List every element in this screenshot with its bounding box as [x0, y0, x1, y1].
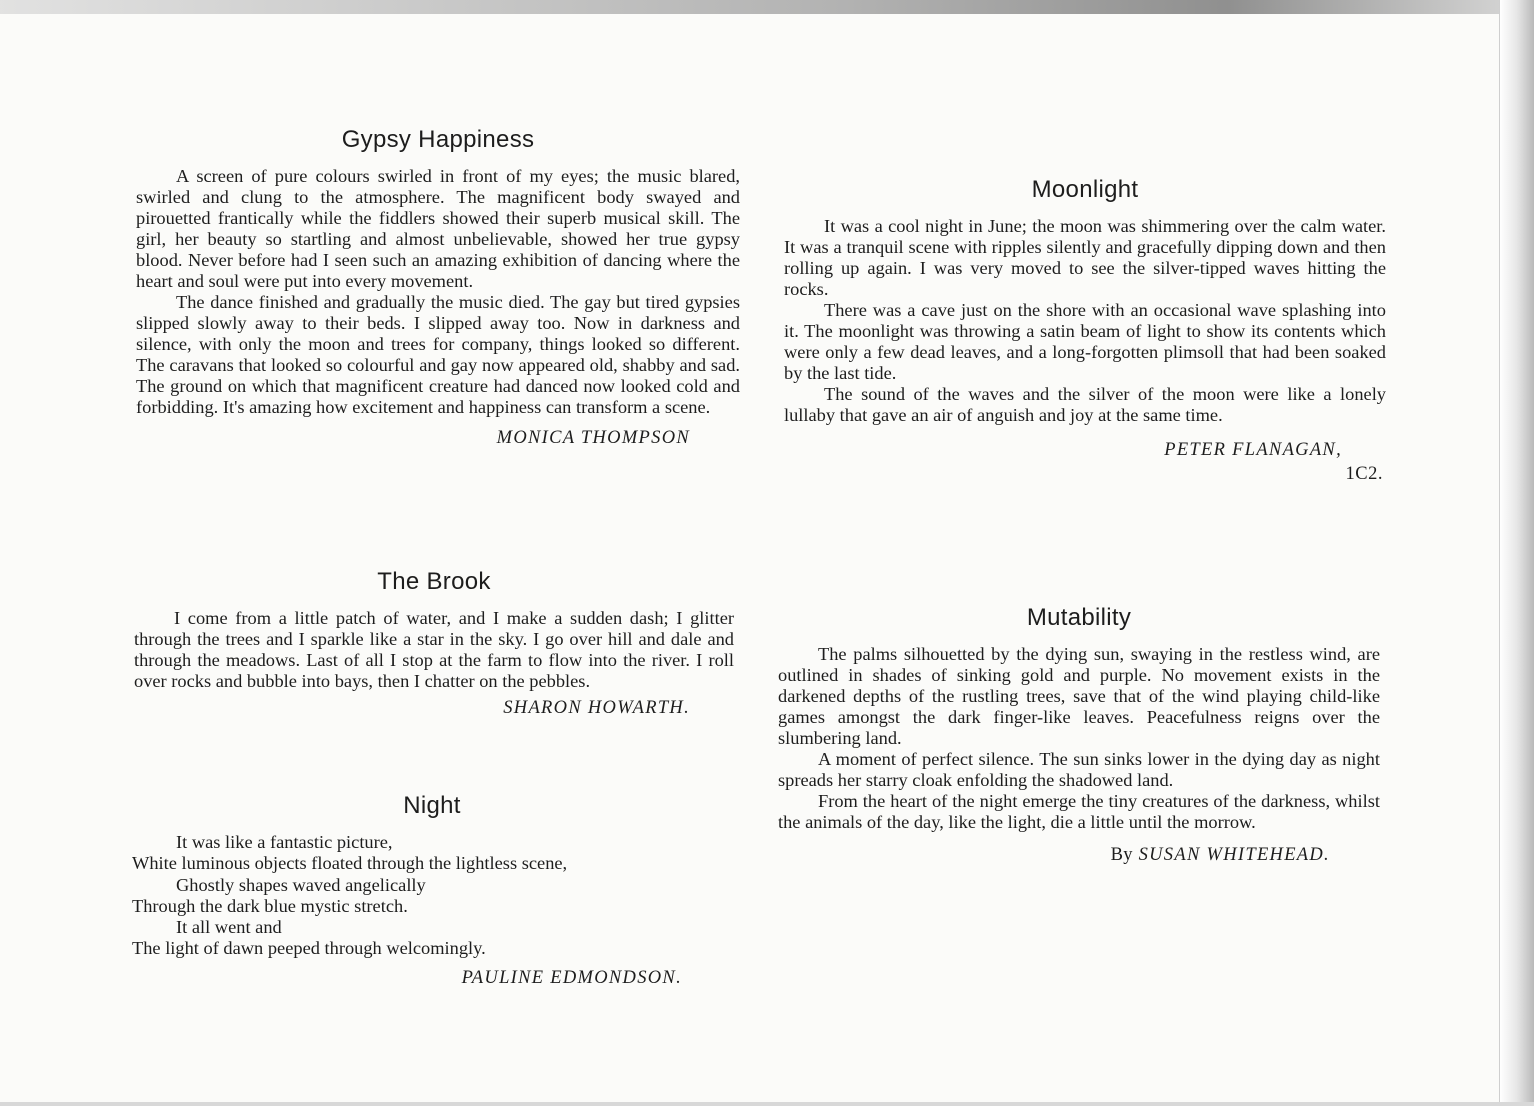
page-bottom-edge [0, 1102, 1534, 1106]
article-author: SUSAN WHITEHEAD. [1138, 845, 1330, 865]
article-moonlight [784, 176, 1386, 485]
poem-line: White luminous objects floated through the lightless scene, [132, 853, 568, 874]
article-paragraph: The sound of the waves and the silver of the moon were like a lonely lullaby that gave an air of anguish and joy at the same time. [784, 384, 1386, 425]
poem-line: It all went and [176, 917, 282, 938]
article-mutability [778, 604, 1380, 866]
article-title: Night [403, 792, 461, 819]
article-author: MONICA THOMPSON [496, 428, 690, 448]
article-title: The Brook [377, 568, 491, 595]
poem-line: It was like a fantastic picture, [176, 832, 393, 852]
article-author: PETER FLANAGAN, [1164, 440, 1342, 460]
article-paragraph: A screen of pure colours swirled in front of my eyes; the music blared, swirled and clung to the atmosphere. The magnificent body swayed and pirouetted frantically while the fiddlers showed their superb musical skill. The girl, her beauty so startling and almost unbelievable, showed her true gypsy blood. Never before had I seen such an amazing exhibition of dancing where the heart and soul were put into every movement. [136, 166, 740, 291]
article-the-brook [134, 568, 734, 719]
article-title: Moonlight [1031, 176, 1139, 203]
article-title: Mutability [1026, 604, 1132, 631]
article-paragraph: There was a cave just on the shore with an occasional wave splashing into it. The moonlight was throwing a satin beam of light to show its contents which were only a few dead leaves, and a long-forgotten plimsoll that had been soaked by the last tide. [784, 300, 1386, 383]
article-paragraph: A moment of perfect silence. The sun sinks lower in the dying day as night spreads her starry cloak enfolding the shadowed land. [778, 749, 1380, 790]
page-top-edge [0, 0, 1534, 14]
byline-prefix: By [1110, 845, 1133, 865]
article-author: PAULINE EDMONDSON. [461, 967, 682, 988]
article-paragraph: It was a cool night in June; the moon was shimmering over the calm water. It was a tranquil scene with ripples silently and gracefully dipping down and then rolling up again. I was very moved to see the silver-tipped waves hitting the rocks. [784, 216, 1386, 299]
article-paragraph: The palms silhouetted by the dying sun, swaying in the restless wind, are outlined in shades of sinking gold and purple. No movement exists in the darkened depths of the rustling trees, save that of the wind playing child-like games amongst the dark finger-like leaves. Peacefulness reigns over the slumbering land. [778, 644, 1380, 748]
poem-line: The light of dawn peeped through welcomingly. [132, 938, 486, 959]
page-binding-edge [1499, 0, 1534, 1106]
article-byline [778, 845, 1380, 866]
article-author: SHARON HOWARTH. [503, 698, 690, 718]
article-class-code: 1C2. [1345, 464, 1383, 484]
article-paragraph: I come from a little patch of water, and I make a sudden dash; I glitter through the trees and I sparkle like a star in the sky. I go over hill and dale and through the meadows. Last of all I stop at the farm to flow into the river. I roll over rocks and bubble into bays, then I chatter on the pebbles. [134, 608, 734, 691]
article-gypsy-happiness [136, 126, 740, 449]
article-paragraph: From the heart of the night emerge the tiny creatures of the darkness, whilst the animals of the day, like the light, die a little until the morrow. [778, 791, 1380, 832]
article-night [132, 792, 732, 989]
poem-line: Through the dark blue mystic stretch. [132, 895, 408, 916]
article-paragraph: The dance finished and gradually the music died. The gay but tired gypsies slipped slowly away to their beds. I slipped away too. Now in darkness and silence, with only the moon and trees for company, things looked so different. The caravans that looked so colourful and gay now appeared old, shabby and sad. The ground on which that magnificent creature had danced now looked cold and forbidding. It's amazing how excitement and happiness can transform a scene. [136, 292, 740, 417]
article-title: Gypsy Happiness [341, 126, 535, 153]
poem-line: Ghostly shapes waved angelically [176, 874, 426, 895]
